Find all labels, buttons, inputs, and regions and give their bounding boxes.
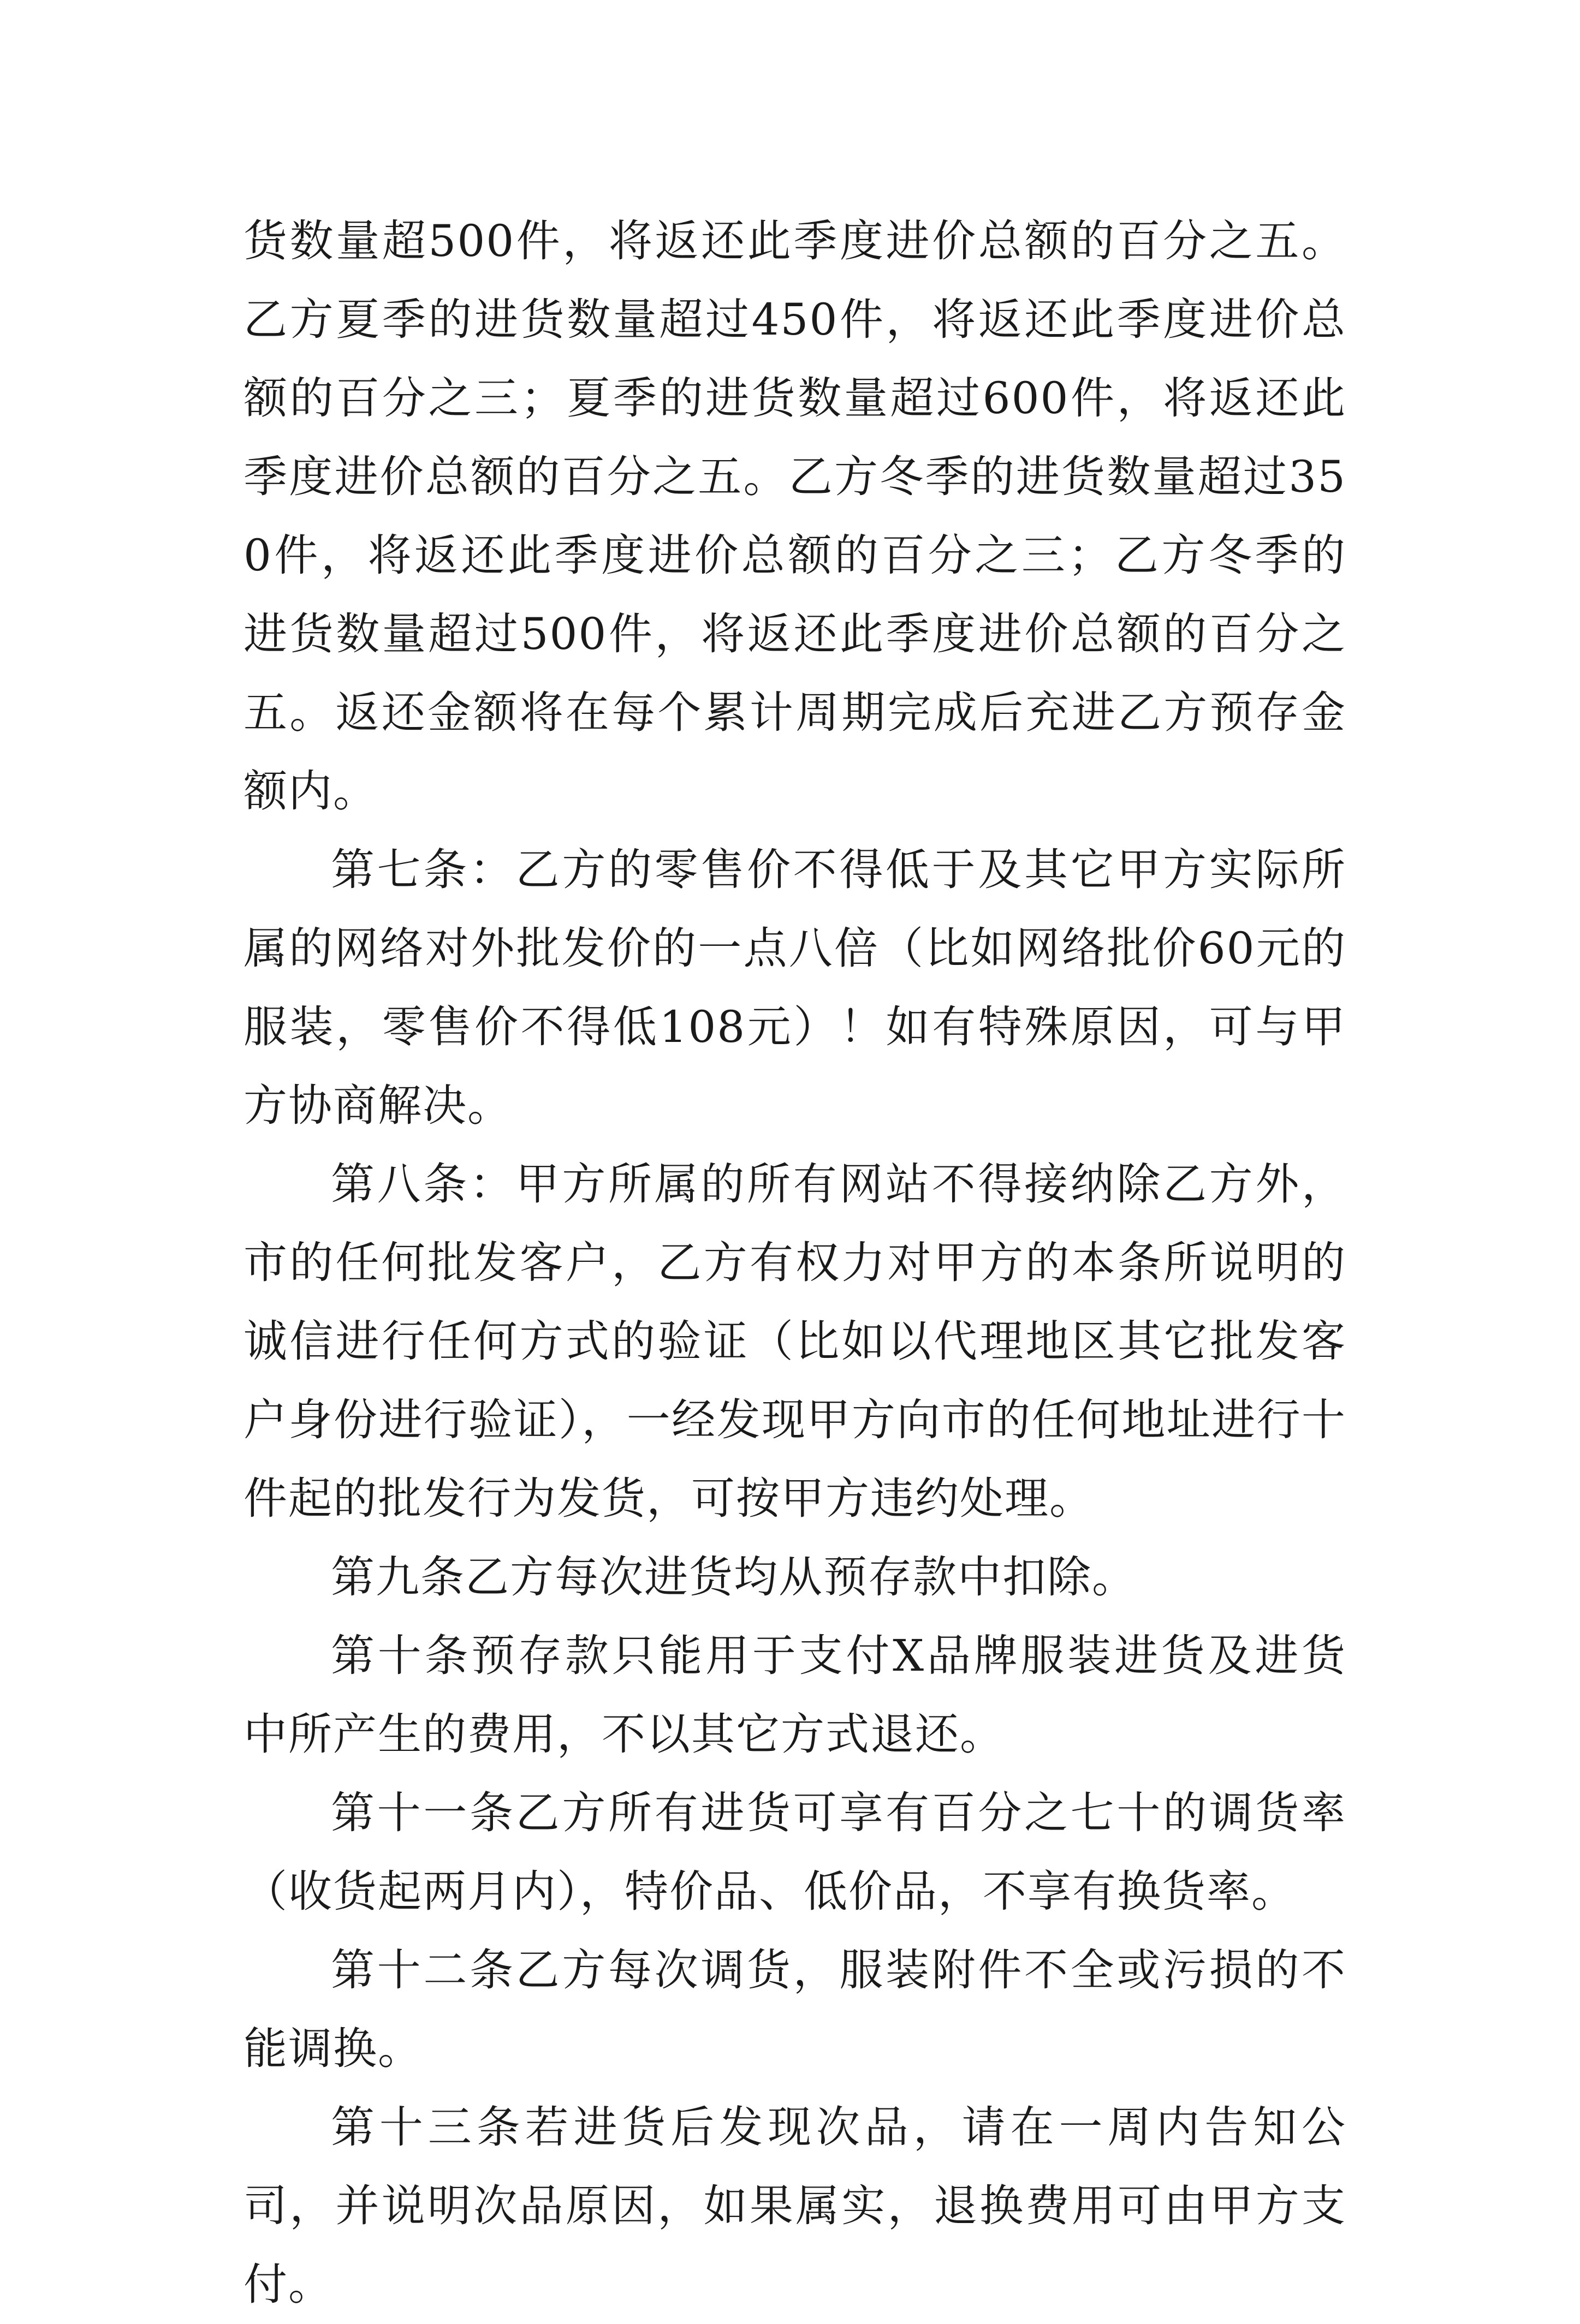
paragraph-article-12: 第十二条乙方每次调货，服装附件不全或污损的不能调换。 [243,1945,1346,2074]
paragraph-article-10: 第十条预存款只能用于支付X品牌服装进货及进货中所产生的费用，不以其它方式退还。 [243,1630,1346,1760]
paragraph-rebate-terms: 货数量超500件，将返还此季度进价总额的百分之五。乙方夏季的进货数量超过450件，将返还此季度进价总额的百分之三；夏季的进货数量超过600件，将返还此季度进价总额的百分之五。乙方冬季的进货数量超过350件，将返还此季度进价总额的百分之三；乙方冬季的进货数量超过500件，将返还此季度进价总额的百分之五。返还金额将在每个累计周期完成后充进乙方预存金额内。 [243,216,1346,817]
paragraph-article-7: 第七条：乙方的零售价不得低于及其它甲方实际所属的网络对外批发价的一点八倍（比如网络批价60元的服装，零售价不得低108元）！如有特殊原因，可与甲方协商解决。 [243,844,1346,1131]
paragraph-article-13: 第十三条若进货后发现次品，请在一周内告知公司，并说明次品原因，如果属实，退换费用可由甲方支付。 [243,2102,1346,2310]
document-body [243,202,1346,2324]
paragraph-article-9: 第九条乙方每次进货均从预存款中扣除。 [331,1552,1137,1602]
paragraph-article-8: 第八条：甲方所属的所有网站不得接纳除乙方外，市的任何批发客户，乙方有权力对甲方的本条所说明的诚信进行任何方式的验证（比如以代理地区其它批发客户身份进行验证），一经发现甲方向市的任何地址进行十件起的批发行为发货，可按甲方违约处理。 [243,1159,1346,1524]
paragraph-article-11: 第十一条乙方所有进货可享有百分之七十的调货率（收货起两月内），特价品、低价品，不享有换货率。 [243,1787,1346,1917]
